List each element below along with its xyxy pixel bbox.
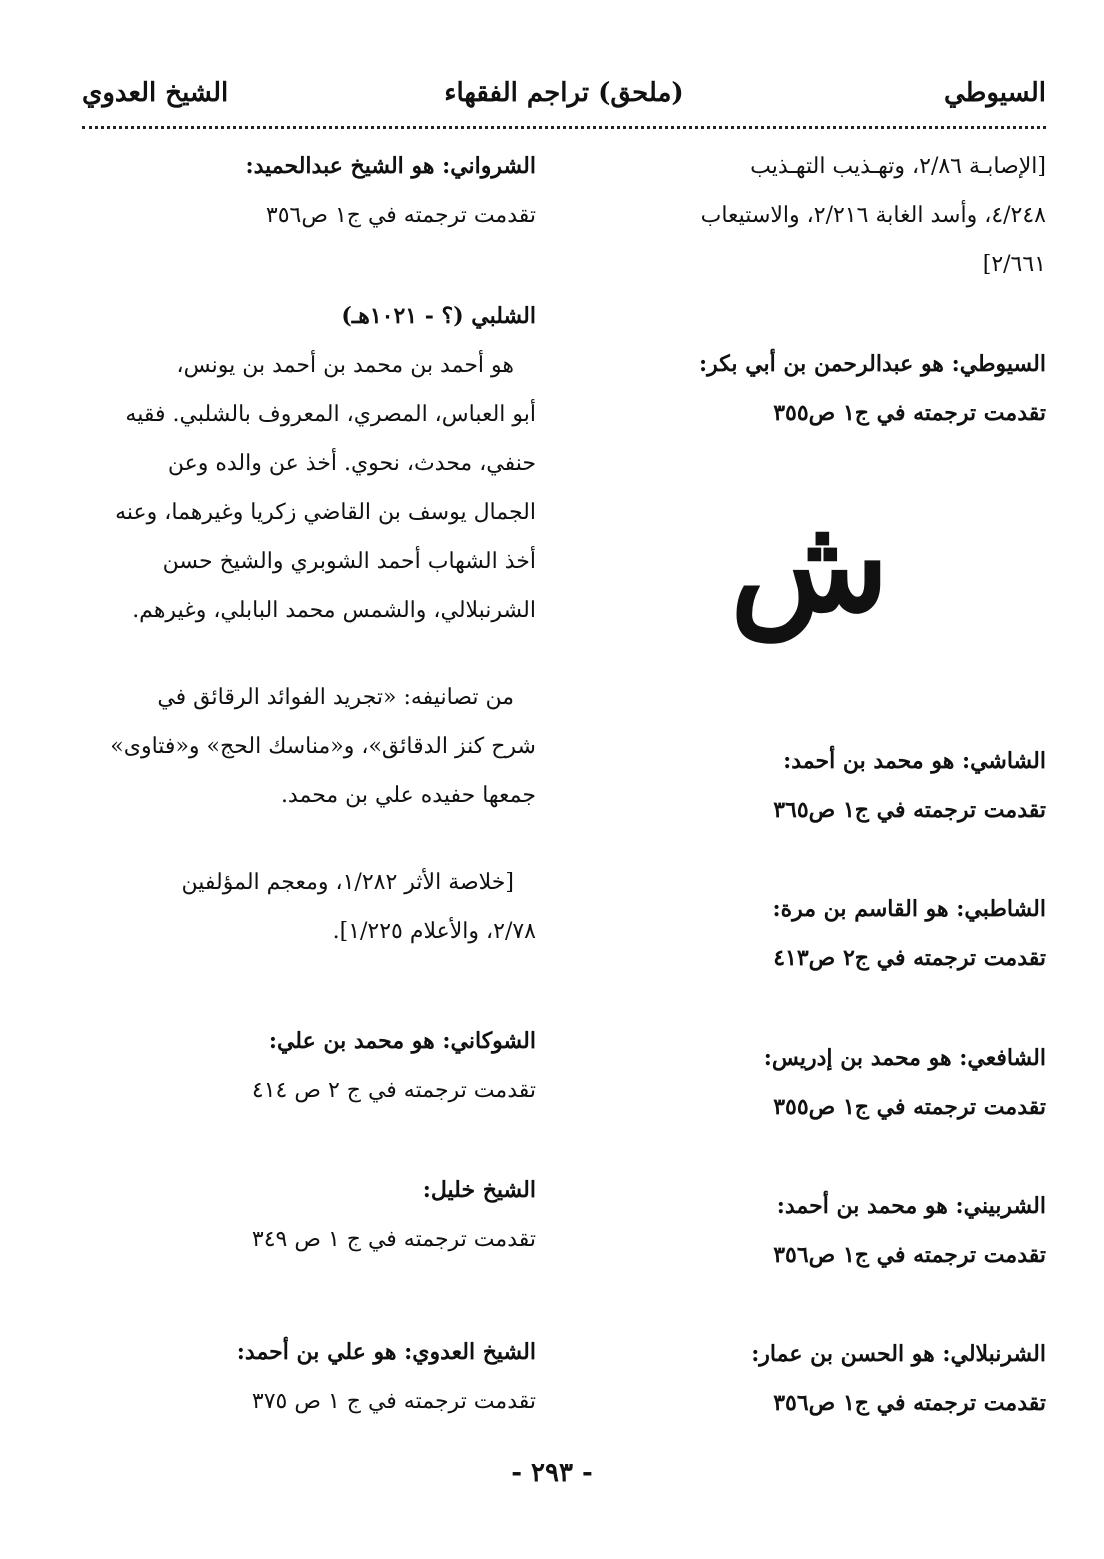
entry-shurunbulali: [591, 1330, 1046, 1428]
entry-desc: هو القاسم بن مرة:: [772, 896, 957, 922]
section-letter: ش: [730, 488, 889, 641]
running-header: [82, 78, 1046, 122]
entry-name: الشرنبلالي:: [942, 1341, 1046, 1367]
entry-desc: هو محمد بن أحمد:: [776, 1193, 956, 1219]
bio-line: أخذ الشهاب أحمد الشوبري والشيخ حسن: [162, 549, 536, 574]
entry-name: الشافعي:: [959, 1045, 1046, 1071]
entry-shafii: [591, 1034, 1046, 1132]
entry-heading: [591, 340, 1046, 389]
entry-heading: [591, 1330, 1046, 1379]
entry-name: الشاطبي:: [956, 896, 1046, 922]
entry-shatibi: [591, 885, 1046, 983]
entry-shaykh-adawi: [80, 1328, 536, 1426]
entry-heading: [80, 1328, 536, 1377]
entry-heading: [591, 1034, 1046, 1083]
entry-ref: تقدمت ترجمته في ج١ ص٣٥٥: [773, 1094, 1046, 1120]
entry-shawkani: [80, 1017, 536, 1115]
entry-name: السيوطي:: [951, 351, 1046, 377]
shalabi-works: [80, 673, 536, 820]
entry-desc: هو محمد بن أحمد:: [783, 748, 962, 774]
entry-name: الشاشي:: [961, 748, 1046, 774]
header-right-title: السيوطي: [944, 78, 1046, 108]
sources-line: [الإصابـة ٢/٨٦، وتهـذيب التهـذيب: [750, 154, 1046, 179]
entry-ref: تقدمت ترجمته في ج ٢ ص ٤١٤: [251, 1078, 536, 1103]
entry-heading: [591, 737, 1046, 786]
entry-ref: تقدمت ترجمته في ج١ ص٣٦٥: [773, 797, 1046, 823]
entry-heading: [591, 1182, 1046, 1231]
entry-heading: [80, 142, 536, 191]
entry-title: الشلبي (؟ - ١٠٢١هـ): [341, 303, 536, 329]
header-divider: [82, 126, 1046, 129]
sources-continuation: [591, 142, 1046, 289]
sources-line: ٢/٦٦١]: [982, 252, 1046, 277]
entry-desc: هو محمد بن علي:: [268, 1028, 443, 1054]
bio-line: الشرنبلالي، والشمس محمد البابلي، وغيرهم.: [132, 598, 536, 623]
entry-ref: تقدمت ترجمته في ج١ ص٣٥٦: [773, 1390, 1046, 1416]
entry-desc: هو الحسن بن عمار:: [751, 1341, 943, 1367]
entry-desc: هو عبدالرحمن بن أبي بكر:: [699, 351, 952, 377]
works-line: شرح كنز الدقائق»، و«مناسك الحج» و«فتاوى»: [110, 734, 536, 759]
entry-name: الشيخ خليل:: [422, 1177, 536, 1203]
sources-line: [خلاصة الأثر ١/٢٨٢، ومعجم المؤلفين: [181, 870, 514, 895]
bio-line: الجمال يوسف بن القاضي زكريا وغيرهما، وعنه: [115, 500, 536, 525]
entry-name: الشربيني:: [955, 1193, 1046, 1219]
bio-line: هو أحمد بن محمد بن أحمد بن يونس،: [176, 353, 514, 378]
entry-ref: تقدمت ترجمته في ج ١ ص ٣٧٥: [251, 1389, 536, 1414]
entry-name: الشرواني:: [442, 153, 536, 179]
entry-ref: تقدمت ترجمته في ج١ ص٣٥٦: [265, 203, 536, 228]
header-left-title: الشيخ العدوي: [82, 78, 229, 108]
entry-name: الشيخ العدوي:: [404, 1339, 536, 1365]
sources-line: ٢/٧٨، والأعلام ١/٢٢٥].: [332, 919, 536, 944]
entry-desc: هو علي بن أحمد:: [236, 1339, 405, 1365]
entry-ref: تقدمت ترجمته في ج١ ص٣٥٥: [773, 400, 1046, 426]
bio-line: حنفي، محدث، نحوي. أخذ عن والده وعن: [167, 451, 536, 476]
entry-shaykh-khalil: [80, 1166, 536, 1264]
entry-name: الشوكاني:: [442, 1028, 536, 1054]
entry-heading: [80, 1166, 536, 1215]
header-center-title: (ملحق) تراجم الفقهاء: [444, 78, 684, 108]
entry-suyuti: [591, 340, 1046, 438]
entry-shashi: [591, 737, 1046, 835]
entry-shirbini: [591, 1182, 1046, 1280]
bio-line: أبو العباس، المصري، المعروف بالشلبي. فقيه: [125, 402, 536, 427]
page-number: - ٢٩٣ -: [511, 1458, 593, 1488]
entry-heading: [591, 885, 1046, 934]
sources-line: ٤/٢٤٨، وأسد الغابة ٢/٢١٦، والاستيعاب: [700, 203, 1046, 228]
entry-ref: تقدمت ترجمته في ج٢ ص٤١٣: [773, 945, 1046, 971]
entry-heading: [80, 1017, 536, 1066]
entry-ref: تقدمت ترجمته في ج ١ ص ٣٤٩: [251, 1227, 536, 1252]
entry-shirwani: [80, 142, 536, 240]
entry-desc: هو محمد بن إدريس:: [763, 1045, 960, 1071]
entry-shalabi: [80, 292, 536, 635]
works-line: جمعها حفيده علي بن محمد.: [280, 783, 536, 808]
shalabi-sources: [80, 858, 536, 956]
entry-ref: تقدمت ترجمته في ج١ ص٣٥٦: [773, 1242, 1046, 1268]
works-line: من تصانيفه: «تجريد الفوائد الرقائق في: [157, 685, 514, 710]
entry-desc: هو الشيخ عبدالحميد:: [245, 153, 443, 179]
